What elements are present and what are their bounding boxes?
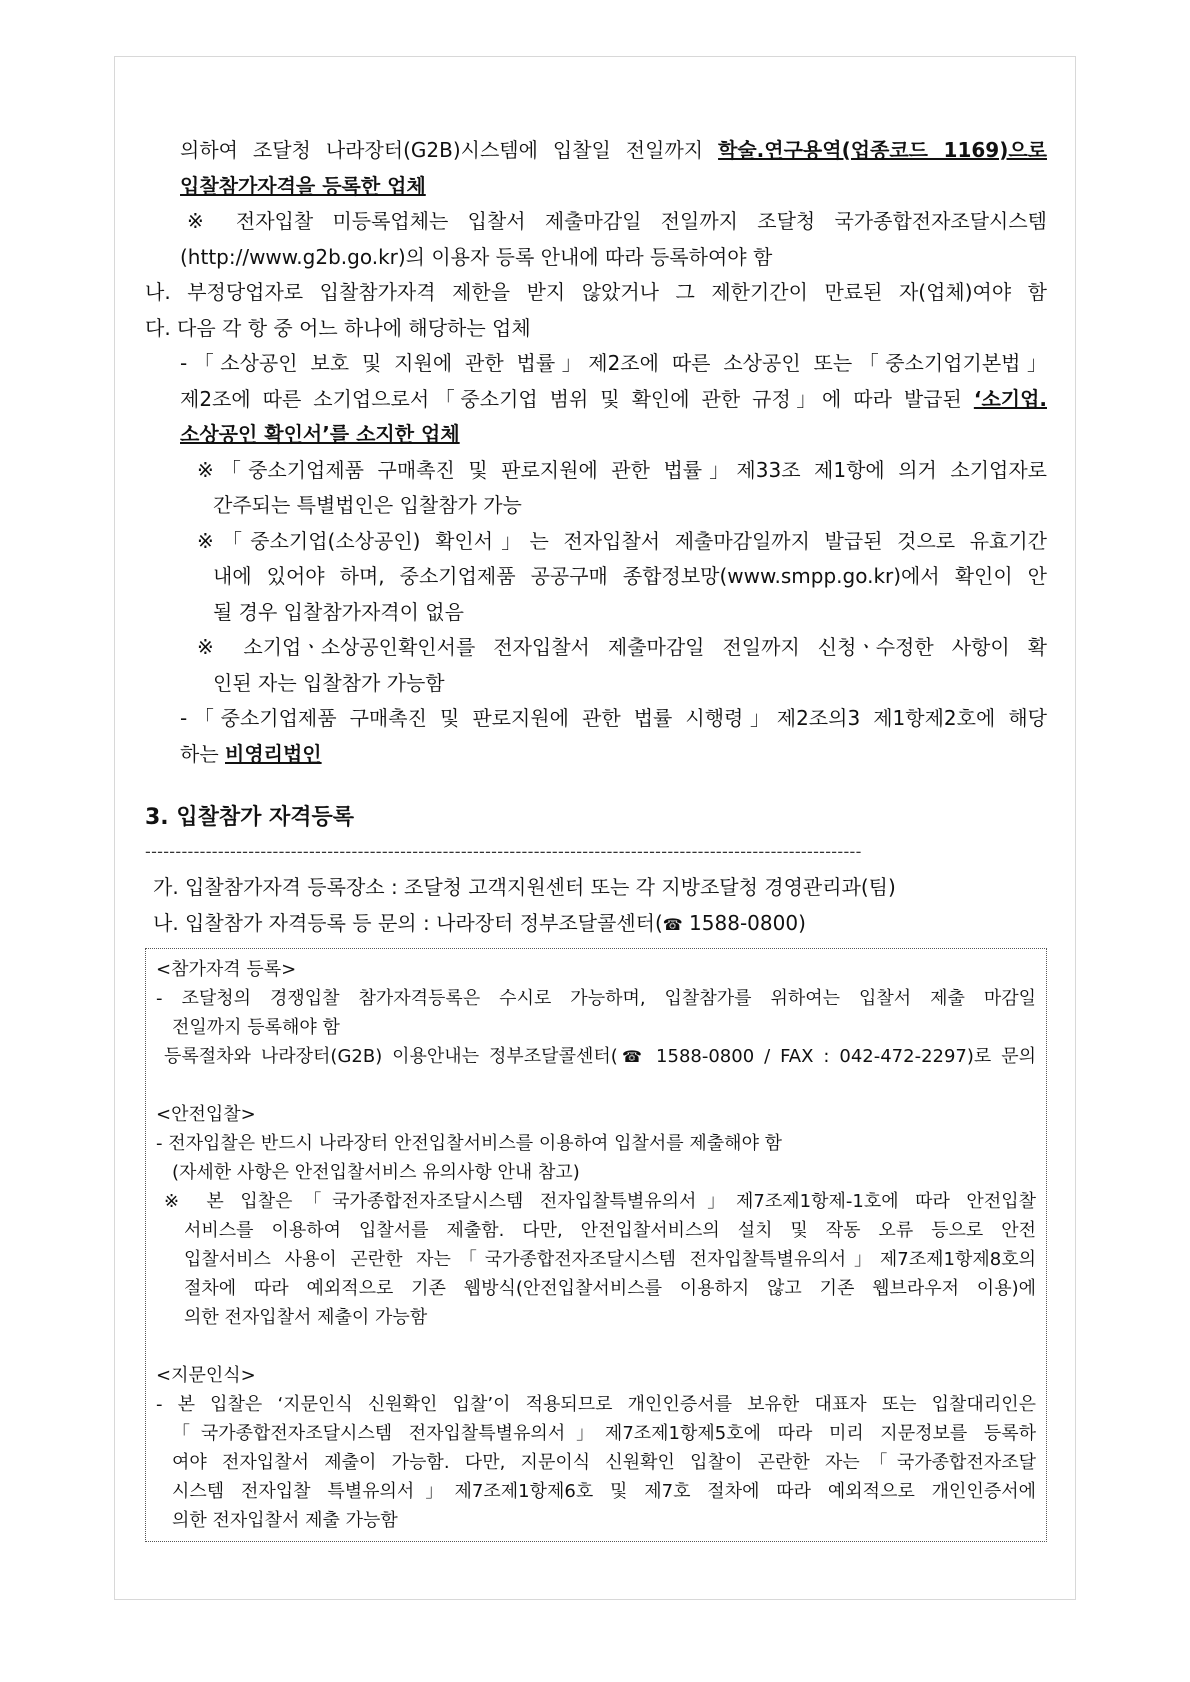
note3-line1: ※「중소기업(소상공인) 확인서」는 전자입찰서 제출마감일까지 발급된 것으로 유효기간 <box>197 528 1047 553</box>
box-safe-line7: 의한 전자입찰서 제출이 가능함 <box>184 1307 428 1328</box>
da-item2-line1: -「중소기업제품 구매촉진 및 판로지원에 관한 법률 시행령」제2조의3 제1항제2호에 해당 <box>180 706 1047 730</box>
section-divider: ---------------------------------------------------------------------------------------------------------------------- <box>145 842 862 861</box>
da-item1-line1: -「소상공인 보호 및 지원에 관한 법률」제2조에 따른 소상공인 또는「중소기업기본법」 <box>180 351 1047 375</box>
phone-icon: ☎ <box>617 1047 647 1066</box>
da-item1-line3: 소상공인 확인서’를 소지한 업체 <box>180 422 460 446</box>
note4-line1: ※ 소기업ㆍ소상공인확인서를 전자입찰서 제출마감일 전일까지 신청ㆍ수정한 사항이 확 <box>197 635 1047 659</box>
notice-box <box>145 948 1047 1542</box>
registration-inquiry: 나. 입찰참가 자격등록 등 문의 : 나라장터 정부조달콜센터(☎ 1588-0800) <box>153 910 806 935</box>
note2-line1: ※「중소기업제품 구매촉진 및 판로지원에 관한 법률」제33조 제1항에 의거 소기업자로 <box>197 457 1047 482</box>
note3-line2: 내에 있어야 하며, 중소기업제품 공공구매 종합정보망(www.smpp.go.kr)에서 확인이 안 <box>213 564 1047 588</box>
box-reg-line1: - 조달청의 경쟁입찰 참가자격등록은 수시로 가능하며, 입찰참가를 위하여는 입찰서 제출 마감일 <box>156 988 1036 1009</box>
note4-line2: 인된 자는 입찰참가 가능함 <box>213 670 445 695</box>
phone-icon: ☎ <box>662 914 683 934</box>
box-fp-line2: 「국가종합전자조달시스템 전자입찰특별유의서」제7조제1항제5호에 따라 미리 지문정보를 등록하 <box>172 1423 1036 1444</box>
note3-line3: 될 경우 입찰참가자격이 없음 <box>213 599 464 624</box>
box-fp-line5: 의한 전자입찰서 제출 가능함 <box>172 1510 398 1531</box>
note-unregistered-line1: ※ 전자입찰 미등록업체는 입찰서 제출마감일 전일까지 조달청 국가종합전자조달시스템 <box>187 209 1047 233</box>
note2-line2: 간주되는 특별법인은 입찰참가 가능 <box>213 493 522 517</box>
box-fp-line1: - 본 입찰은 ‘지문인식 신원확인 입찰’이 적용되므로 개인인증서를 보유한 대표자 또는 입찰대리인은 <box>156 1394 1036 1415</box>
section3-heading: 3. 입찰참가 자격등록 <box>145 805 354 830</box>
box-safe-line2: (자세한 사항은 안전입찰서비스 유의사항 안내 참고) <box>172 1162 580 1183</box>
box-safe-line6: 절차에 따라 예외적으로 기존 웹방식(안전입찰서비스를 이용하지 않고 기존 웹브라우저 이용)에 <box>184 1278 1036 1299</box>
box-reg-title: <참가자격 등록> <box>156 959 297 980</box>
box-fp-title: <지문인식> <box>156 1365 256 1386</box>
qualification-da: 다. 다음 각 항 중 어느 하나에 해당하는 업체 <box>145 315 531 340</box>
box-fp-line3: 여야 전자입찰서 제출이 가능함. 다만, 지문이식 신원확인 입찰이 곤란한 자는「국가종합전자조달 <box>172 1452 1036 1473</box>
box-fp-line4: 시스템 전자입찰 특별유의서」제7조제1항제6호 및 제7호 절차에 따라 예외적으로 개인인증서에 <box>172 1481 1036 1502</box>
note-unregistered-line2: (http://www.g2b.go.kr)의 이용자 등록 안내에 따라 등록하여야 함 <box>180 244 773 269</box>
qualification-ga-line1: 의하여 조달청 나라장터(G2B)시스템에 입찰일 전일까지 학술.연구용역(업종코드 1169)으로 <box>180 138 1047 162</box>
da-item1-line2: 제2조에 따른 소기업으로서「중소기업 범위 및 확인에 관한 규정」에 따라 발급된 ‘소기업. <box>180 386 1047 411</box>
box-safe-title: <안전입찰> <box>156 1104 256 1125</box>
document-page <box>114 56 1076 1600</box>
business-code-emphasis: 학술.연구용역(업종코드 1169)으로 <box>718 138 1047 162</box>
box-safe-line4: 서비스를 이용하여 입찰서를 제출함. 다만, 안전입찰서비스의 설치 및 작동 오류 등으로 안전 <box>184 1220 1036 1241</box>
box-safe-line5: 입찰서비스 사용이 곤란한 자는「국가종합전자조달시스템 전자입찰특별유의서」제7조제1항제8호의 <box>184 1249 1036 1270</box>
box-safe-line3: ※ 본 입찰은「국가종합전자조달시스템 전자입찰특별유의서」제7조제1항제-1호에 따라 안전입찰 <box>164 1191 1036 1212</box>
nonprofit-emphasis: 비영리법인 <box>225 741 322 766</box>
document-content <box>145 133 1047 1542</box>
qualification-na: 나. 부정당업자로 입찰참가자격 제한을 받지 않았거나 그 제한기간이 만료된 자(업체)여야 함 <box>145 280 1047 304</box>
box-reg-line2: 전일까지 등록해야 함 <box>172 1017 340 1038</box>
registration-place: 가. 입찰참가자격 등록장소 : 조달청 고객지원센터 또는 각 지방조달청 경영관리과(팀) <box>153 875 896 899</box>
qualification-ga-line2: 입찰참가자격을 등록한 업체 <box>180 173 426 198</box>
box-reg-line3: 등록절차와 나라장터(G2B) 이용안내는 정부조달콜센터(☎ 1588-0800 / FAX : 042-472-2297)로 문의 <box>164 1046 1036 1067</box>
box-safe-line1: - 전자입찰은 반드시 나라장터 안전입찰서비스를 이용하여 입찰서를 제출해야 함 <box>156 1133 783 1154</box>
da-item2-line2: 하는 비영리법인 <box>180 741 322 766</box>
